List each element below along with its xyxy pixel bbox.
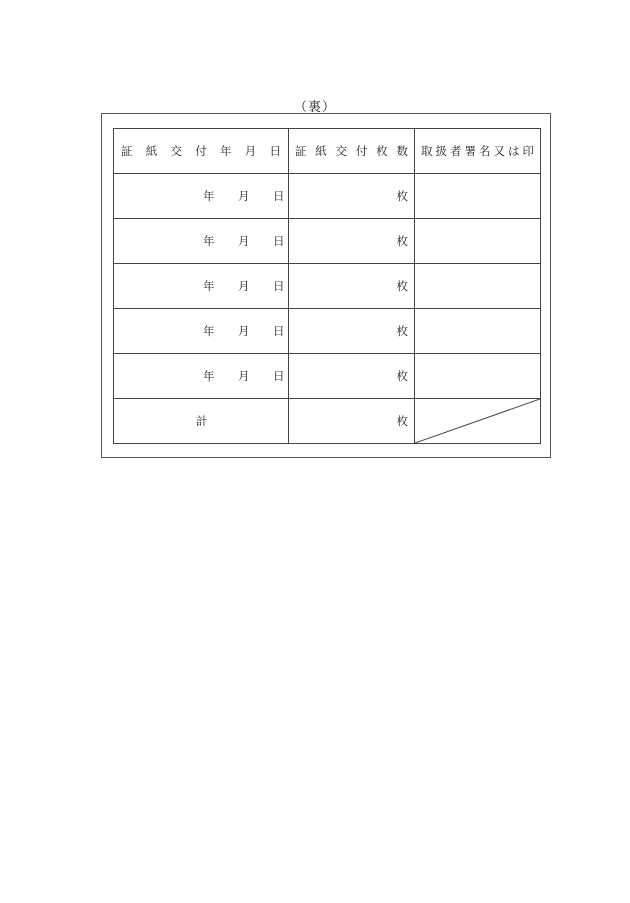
year-label: 年	[203, 324, 215, 338]
signature-cell[interactable]	[415, 264, 541, 309]
header-handler-signature	[415, 129, 541, 174]
count-cell[interactable]: 枚	[289, 174, 415, 219]
year-label: 年	[203, 279, 215, 293]
header-issue-count-char: 枚	[376, 144, 388, 158]
month-label: 月	[238, 324, 250, 338]
header-issue-date-char: 付	[195, 144, 207, 158]
stamp-issuance-table	[113, 128, 541, 444]
header-handler-signature-char: 署	[464, 144, 476, 158]
month-label: 月	[238, 369, 250, 383]
header-handler-signature-char: 扱	[435, 144, 447, 158]
year-label: 年	[203, 189, 215, 203]
header-issue-date-char: 日	[269, 144, 281, 158]
total-label-cell	[114, 399, 289, 444]
count-cell[interactable]: 枚	[289, 309, 415, 354]
signature-cell[interactable]	[415, 219, 541, 264]
diagonal-strike	[415, 399, 540, 443]
signature-cell[interactable]	[415, 174, 541, 219]
header-issue-date-char: 交	[170, 144, 182, 158]
day-label: 日	[273, 279, 285, 293]
header-handler-signature-char: 取	[421, 144, 433, 158]
header-handler-signature-char: 印	[522, 144, 534, 158]
month-label: 月	[238, 189, 250, 203]
day-label: 日	[273, 189, 285, 203]
header-issue-date-char: 年	[220, 144, 232, 158]
date-cell[interactable]	[114, 309, 289, 354]
month-label: 月	[238, 234, 250, 248]
signature-cell[interactable]	[415, 354, 541, 399]
year-label: 年	[203, 234, 215, 248]
day-label: 日	[273, 234, 285, 248]
count-cell[interactable]: 枚	[289, 354, 415, 399]
header-handler-signature-char: 名	[479, 144, 491, 158]
header-row	[114, 129, 541, 174]
header-handler-signature-char: は	[508, 144, 520, 158]
date-cell[interactable]	[114, 264, 289, 309]
table-row	[114, 219, 541, 264]
total-count-cell[interactable]: 枚	[289, 399, 415, 444]
count-cell[interactable]: 枚	[289, 264, 415, 309]
total-label: 計	[196, 414, 208, 428]
header-issue-count	[289, 129, 415, 174]
year-label: 年	[203, 369, 215, 383]
header-issue-date-char: 証	[121, 144, 133, 158]
date-cell[interactable]	[114, 354, 289, 399]
header-issue-count-char: 交	[335, 144, 348, 158]
header-handler-signature-char: 又	[493, 144, 505, 158]
month-label: 月	[238, 279, 250, 293]
day-label: 日	[273, 324, 285, 338]
count-cell[interactable]: 枚	[289, 219, 415, 264]
header-issue-date	[114, 129, 289, 174]
day-label: 日	[273, 369, 285, 383]
page-caption: （裏）	[293, 100, 336, 115]
signature-cell[interactable]	[415, 309, 541, 354]
header-issue-count-char: 数	[396, 144, 408, 158]
header-issue-date-char: 月	[244, 144, 257, 158]
header-issue-date-char: 紙	[145, 144, 158, 158]
header-issue-count-char: 紙	[315, 144, 327, 158]
table-row	[114, 174, 541, 219]
date-cell[interactable]	[114, 174, 289, 219]
date-cell[interactable]	[114, 219, 289, 264]
header-issue-count-char: 付	[355, 144, 368, 158]
table-row	[114, 309, 541, 354]
header-issue-count-char: 証	[295, 144, 307, 158]
total-row	[114, 399, 541, 444]
header-handler-signature-char: 者	[450, 144, 462, 158]
total-signature-cell-crossed	[415, 399, 541, 444]
table-row	[114, 354, 541, 399]
table-row	[114, 264, 541, 309]
